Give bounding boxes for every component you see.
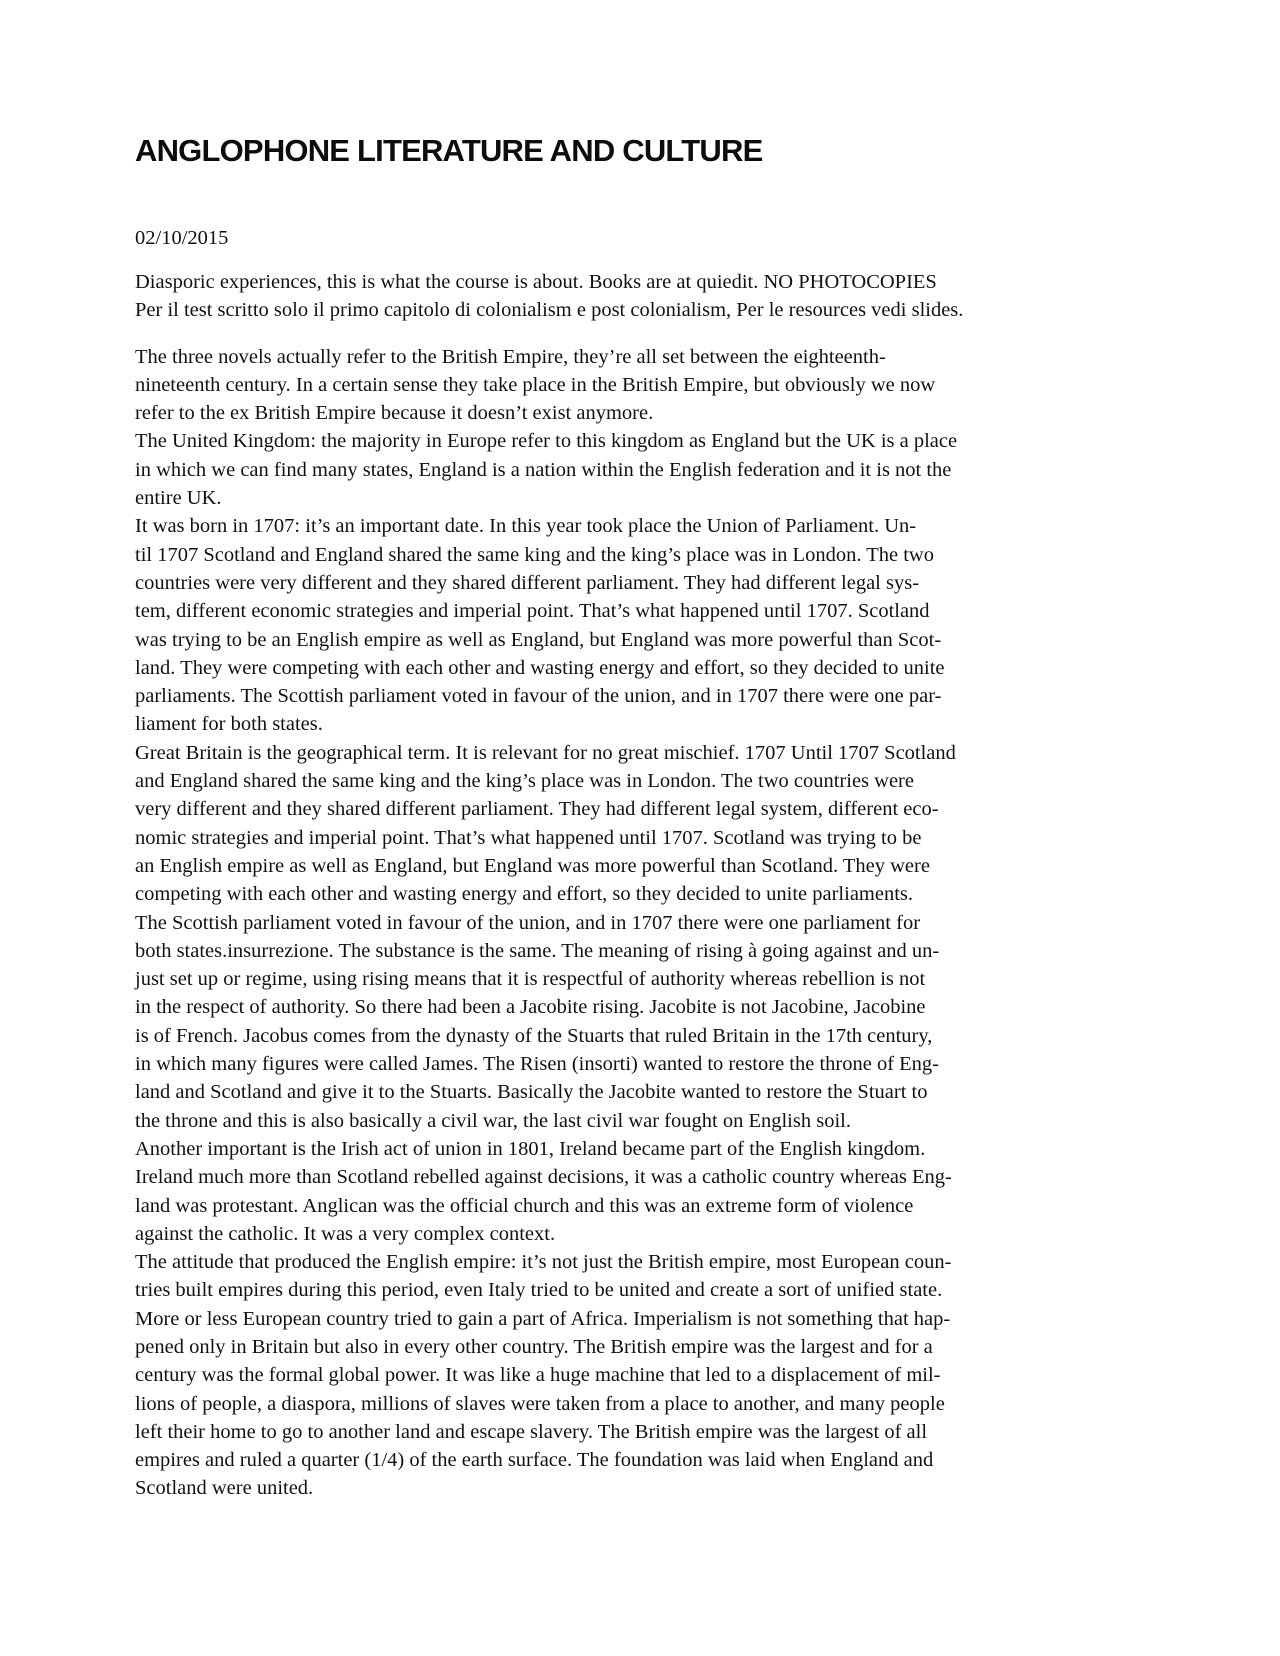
intro-block <box>135 268 1145 325</box>
document-date: 02/10/2015 <box>135 227 229 249</box>
body-line: The three novels actually refer to the British Empire, they’re all set between the eighteenth- <box>135 345 886 368</box>
body-line: against the catholic. It was a very complex context. <box>135 1222 556 1245</box>
document-page <box>135 118 1145 1503</box>
body-line: entire UK. <box>135 487 222 510</box>
intro-line: Diasporic experiences, this is what the course is about. Books are at quiedit. NO PHOTOCOPIES <box>135 271 937 293</box>
document-title: ANGLOPHONE LITERATURE AND CULTURE <box>135 133 763 168</box>
body-line: competing with each other and wasting energy and effort, so they decided to unite parliaments. <box>135 883 914 906</box>
body-line: It was born in 1707: it’s an important date. In this year took place the Union of Parliament. Un- <box>135 515 917 538</box>
body-line: lions of people, a diaspora, millions of slaves were taken from a place to another, and many people <box>135 1392 945 1415</box>
body-line: empires and ruled a quarter (1/4) of the earth surface. The foundation was laid when England and <box>135 1449 934 1472</box>
body-line: parliaments. The Scottish parliament voted in favour of the union, and in 1707 there were one par- <box>135 685 942 708</box>
body-line: liament for both states. <box>135 713 323 736</box>
body-line: Scotland were united. <box>135 1477 314 1500</box>
body-line: countries were very different and they shared different parliament. They had different legal sys- <box>135 571 920 594</box>
body-line: very different and they shared different parliament. They had different legal system, different eco- <box>135 798 939 821</box>
body-line: was trying to be an English empire as well as England, but England was more powerful than Scot- <box>135 628 942 651</box>
body-line: an English empire as well as England, but England was more powerful than Scotland. They were <box>135 854 930 877</box>
body-line: Great Britain is the geographical term. It is relevant for no great mischief. 1707 Until 1707 Scotland <box>135 741 956 764</box>
body-line: is of French. Jacobus comes from the dynasty of the Stuarts that ruled Britain in the 17th century, <box>135 1024 933 1047</box>
intro-line: Per il test scritto solo il primo capitolo di colonialism e post colonialism, Per le resources vedi slides. <box>135 299 964 322</box>
body-line: and England shared the same king and the king’s place was in London. The two countries were <box>135 770 914 793</box>
body-line: land was protestant. Anglican was the official church and this was an extreme form of violence <box>135 1194 914 1217</box>
body-line: refer to the ex British Empire because it doesn’t exist anymore. <box>135 402 654 425</box>
body-line: nineteenth century. In a certain sense they take place in the British Empire, but obviously we now <box>135 373 936 396</box>
body-line: left their home to go to another land and escape slavery. The British empire was the largest of all <box>135 1420 928 1443</box>
body-line: both states.insurrezione. The substance is the same. The meaning of rising à going against and un- <box>135 939 940 962</box>
body-line: century was the formal global power. It was like a huge machine that led to a displacement of mil- <box>135 1364 941 1387</box>
body-line: just set up or regime, using rising means that it is respectful of authority whereas rebellion is not <box>135 968 926 991</box>
body-line: in which we can find many states, England is a nation within the English federation and it is not the <box>135 458 952 481</box>
body-line: the throne and this is also basically a civil war, the last civil war fought on English soil. <box>135 1109 851 1132</box>
body-line: The Scottish parliament voted in favour of the union, and in 1707 there were one parliament for <box>135 911 921 934</box>
body-line: in the respect of authority. So there had been a Jacobite rising. Jacobite is not Jacobine, Jacobine <box>135 996 926 1019</box>
body-line: in which many figures were called James. The Risen (insorti) wanted to restore the throne of Eng- <box>135 1053 940 1076</box>
body-line: land and Scotland and give it to the Stuarts. Basically the Jacobite wanted to restore the Stuart to <box>135 1081 928 1104</box>
body-line: The attitude that produced the English empire: it’s not just the British empire, most European coun- <box>135 1251 952 1274</box>
body-line: land. They were competing with each other and wasting energy and effort, so they decided to unite <box>135 656 945 679</box>
body-line: til 1707 Scotland and England shared the same king and the king’s place was in London. The two <box>135 543 934 566</box>
body-line: Ireland much more than Scotland rebelled against decisions, it was a catholic country whereas Eng- <box>135 1166 952 1189</box>
body-line: More or less European country tried to gain a part of Africa. Imperialism is not something that hap- <box>135 1307 951 1330</box>
body-line: pened only in Britain but also in every other country. The British empire was the largest and for a <box>135 1335 933 1358</box>
body-text-block <box>135 343 1145 1503</box>
body-line: tem, different economic strategies and imperial point. That’s what happened until 1707. Scotland <box>135 600 930 623</box>
body-line: nomic strategies and imperial point. That’s what happened until 1707. Scotland was trying to be <box>135 826 922 849</box>
body-line: tries built empires during this period, even Italy tried to be united and create a sort of unified state. <box>135 1279 943 1302</box>
body-line: Another important is the Irish act of union in 1801, Ireland became part of the English kingdom. <box>135 1137 926 1160</box>
body-line: The United Kingdom: the majority in Europe refer to this kingdom as England but the UK is a place <box>135 430 958 453</box>
